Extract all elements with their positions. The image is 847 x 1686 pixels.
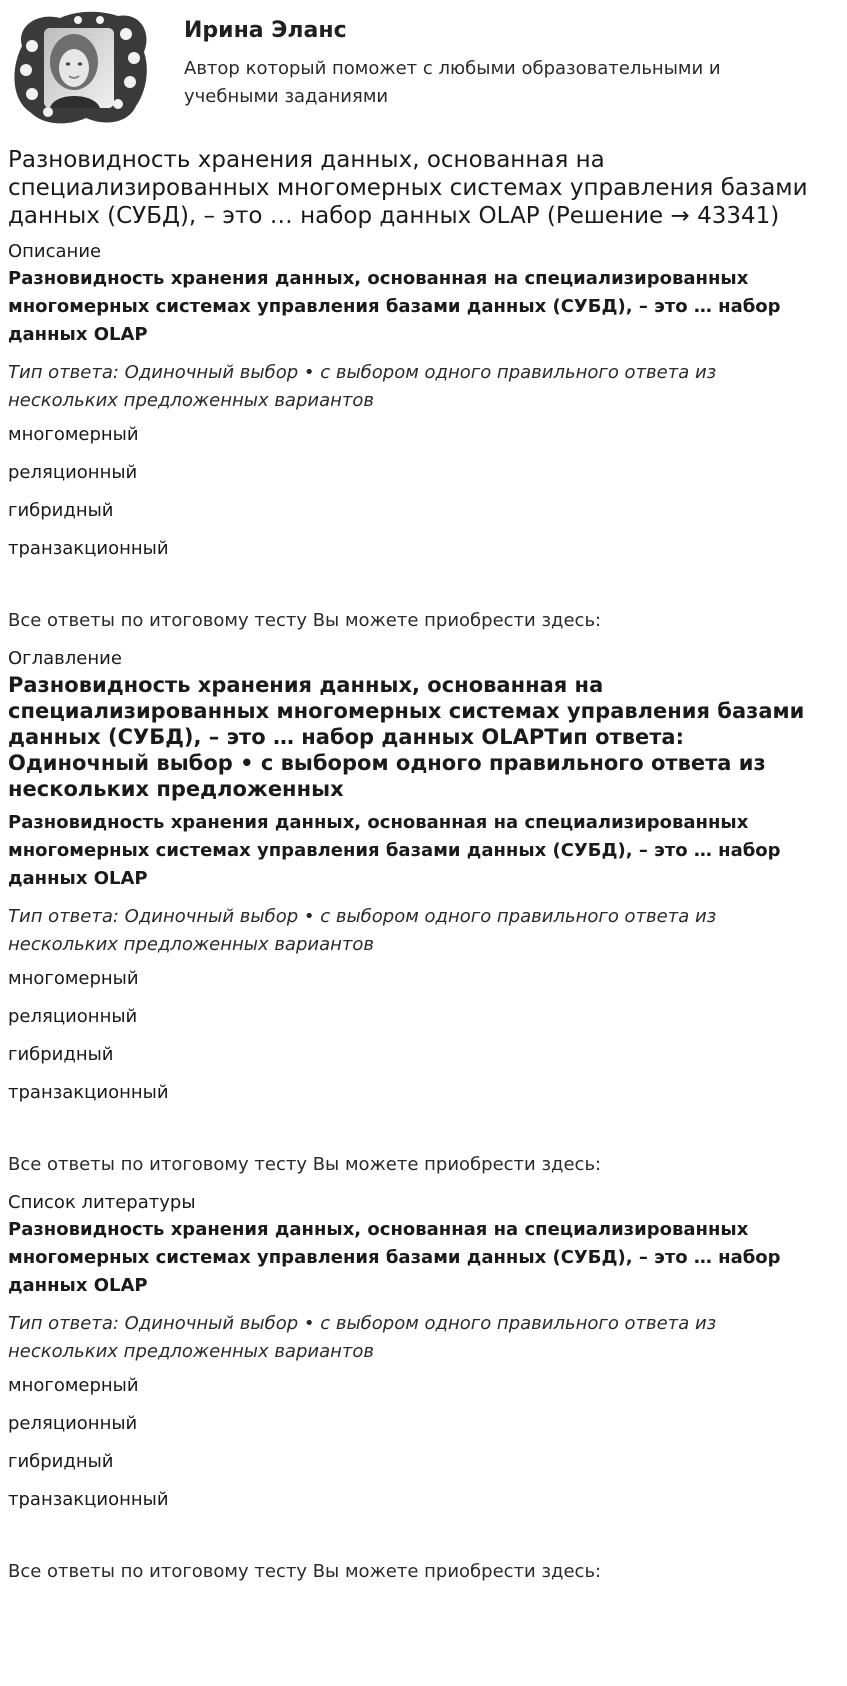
answer-option: многомерный [8, 968, 139, 989]
author-name[interactable]: Ирина Эланс [184, 18, 347, 43]
answer-option: гибридный [8, 1451, 114, 1472]
question-text: Разновидность хранения данных, основанная на специализированных многомерных системах управления базами данных (СУБД), – это … набор данных OLAP [8, 1219, 781, 1296]
answer-type: Тип ответа: Одиночный выбор • с выбором одного правильного ответа из нескольких предложенных вариантов [8, 906, 717, 955]
buy-answers-text: Все ответы по итоговому тесту Вы можете приобрести здесь: [8, 610, 602, 631]
answer-option: реляционный [8, 1006, 138, 1027]
buy-answers-text: Все ответы по итоговому тесту Вы можете приобрести здесь: [8, 1561, 602, 1582]
answer-option: транзакционный [8, 1082, 169, 1103]
contents-section [8, 647, 828, 1177]
answer-type: Тип ответа: Одиночный выбор • с выбором одного правильного ответа из нескольких предложенных вариантов [8, 1313, 717, 1362]
answer-option: многомерный [8, 1375, 139, 1396]
author-card [8, 8, 838, 128]
answer-option: реляционный [8, 1413, 138, 1434]
buy-answers-text: Все ответы по итоговому тесту Вы можете приобрести здесь: [8, 1154, 602, 1175]
question-text: Разновидность хранения данных, основанная на специализированных многомерных системах управления базами данных (СУБД), – это … набор данных OLAP [8, 812, 781, 889]
description-section [8, 240, 828, 633]
answer-type: Тип ответа: Одиночный выбор • с выбором одного правильного ответа из нескольких предложенных вариантов [8, 362, 717, 411]
answer-option: транзакционный [8, 538, 169, 559]
answer-options [8, 967, 828, 1105]
question-text: Разновидность хранения данных, основанная на специализированных многомерных системах управления базами данных (СУБД), – это … набор данных OLAP [8, 268, 781, 345]
answer-options [8, 423, 828, 561]
answer-option: гибридный [8, 1044, 114, 1065]
section-label-contents: Оглавление [8, 648, 122, 669]
page-title: Разновидность хранения данных, основанная на специализированных многомерных системах управления базами данных (СУБД), – это … набор данных OLAP (Решение → 43341) [8, 147, 808, 229]
main-content [8, 146, 828, 1598]
answer-option: транзакционный [8, 1489, 169, 1510]
answer-option: многомерный [8, 424, 139, 445]
answer-option: гибридный [8, 500, 114, 521]
section-label-literature: Список литературы [8, 1192, 196, 1213]
literature-section [8, 1191, 828, 1584]
author-avatar[interactable] [8, 8, 150, 126]
author-bio: Автор который поможет с любыми образовательными и учебными заданиями [184, 58, 721, 107]
answer-options [8, 1374, 828, 1512]
contents-heading: Разновидность хранения данных, основанная на специализированных многомерных системах управления базами данных (СУБД), – это … набор данных OLAPТип ответа: Одиночный выбор • с выбором одного правильного ответа из нескольких предложенных [8, 673, 805, 801]
section-label-description: Описание [8, 241, 102, 262]
answer-option: реляционный [8, 462, 138, 483]
